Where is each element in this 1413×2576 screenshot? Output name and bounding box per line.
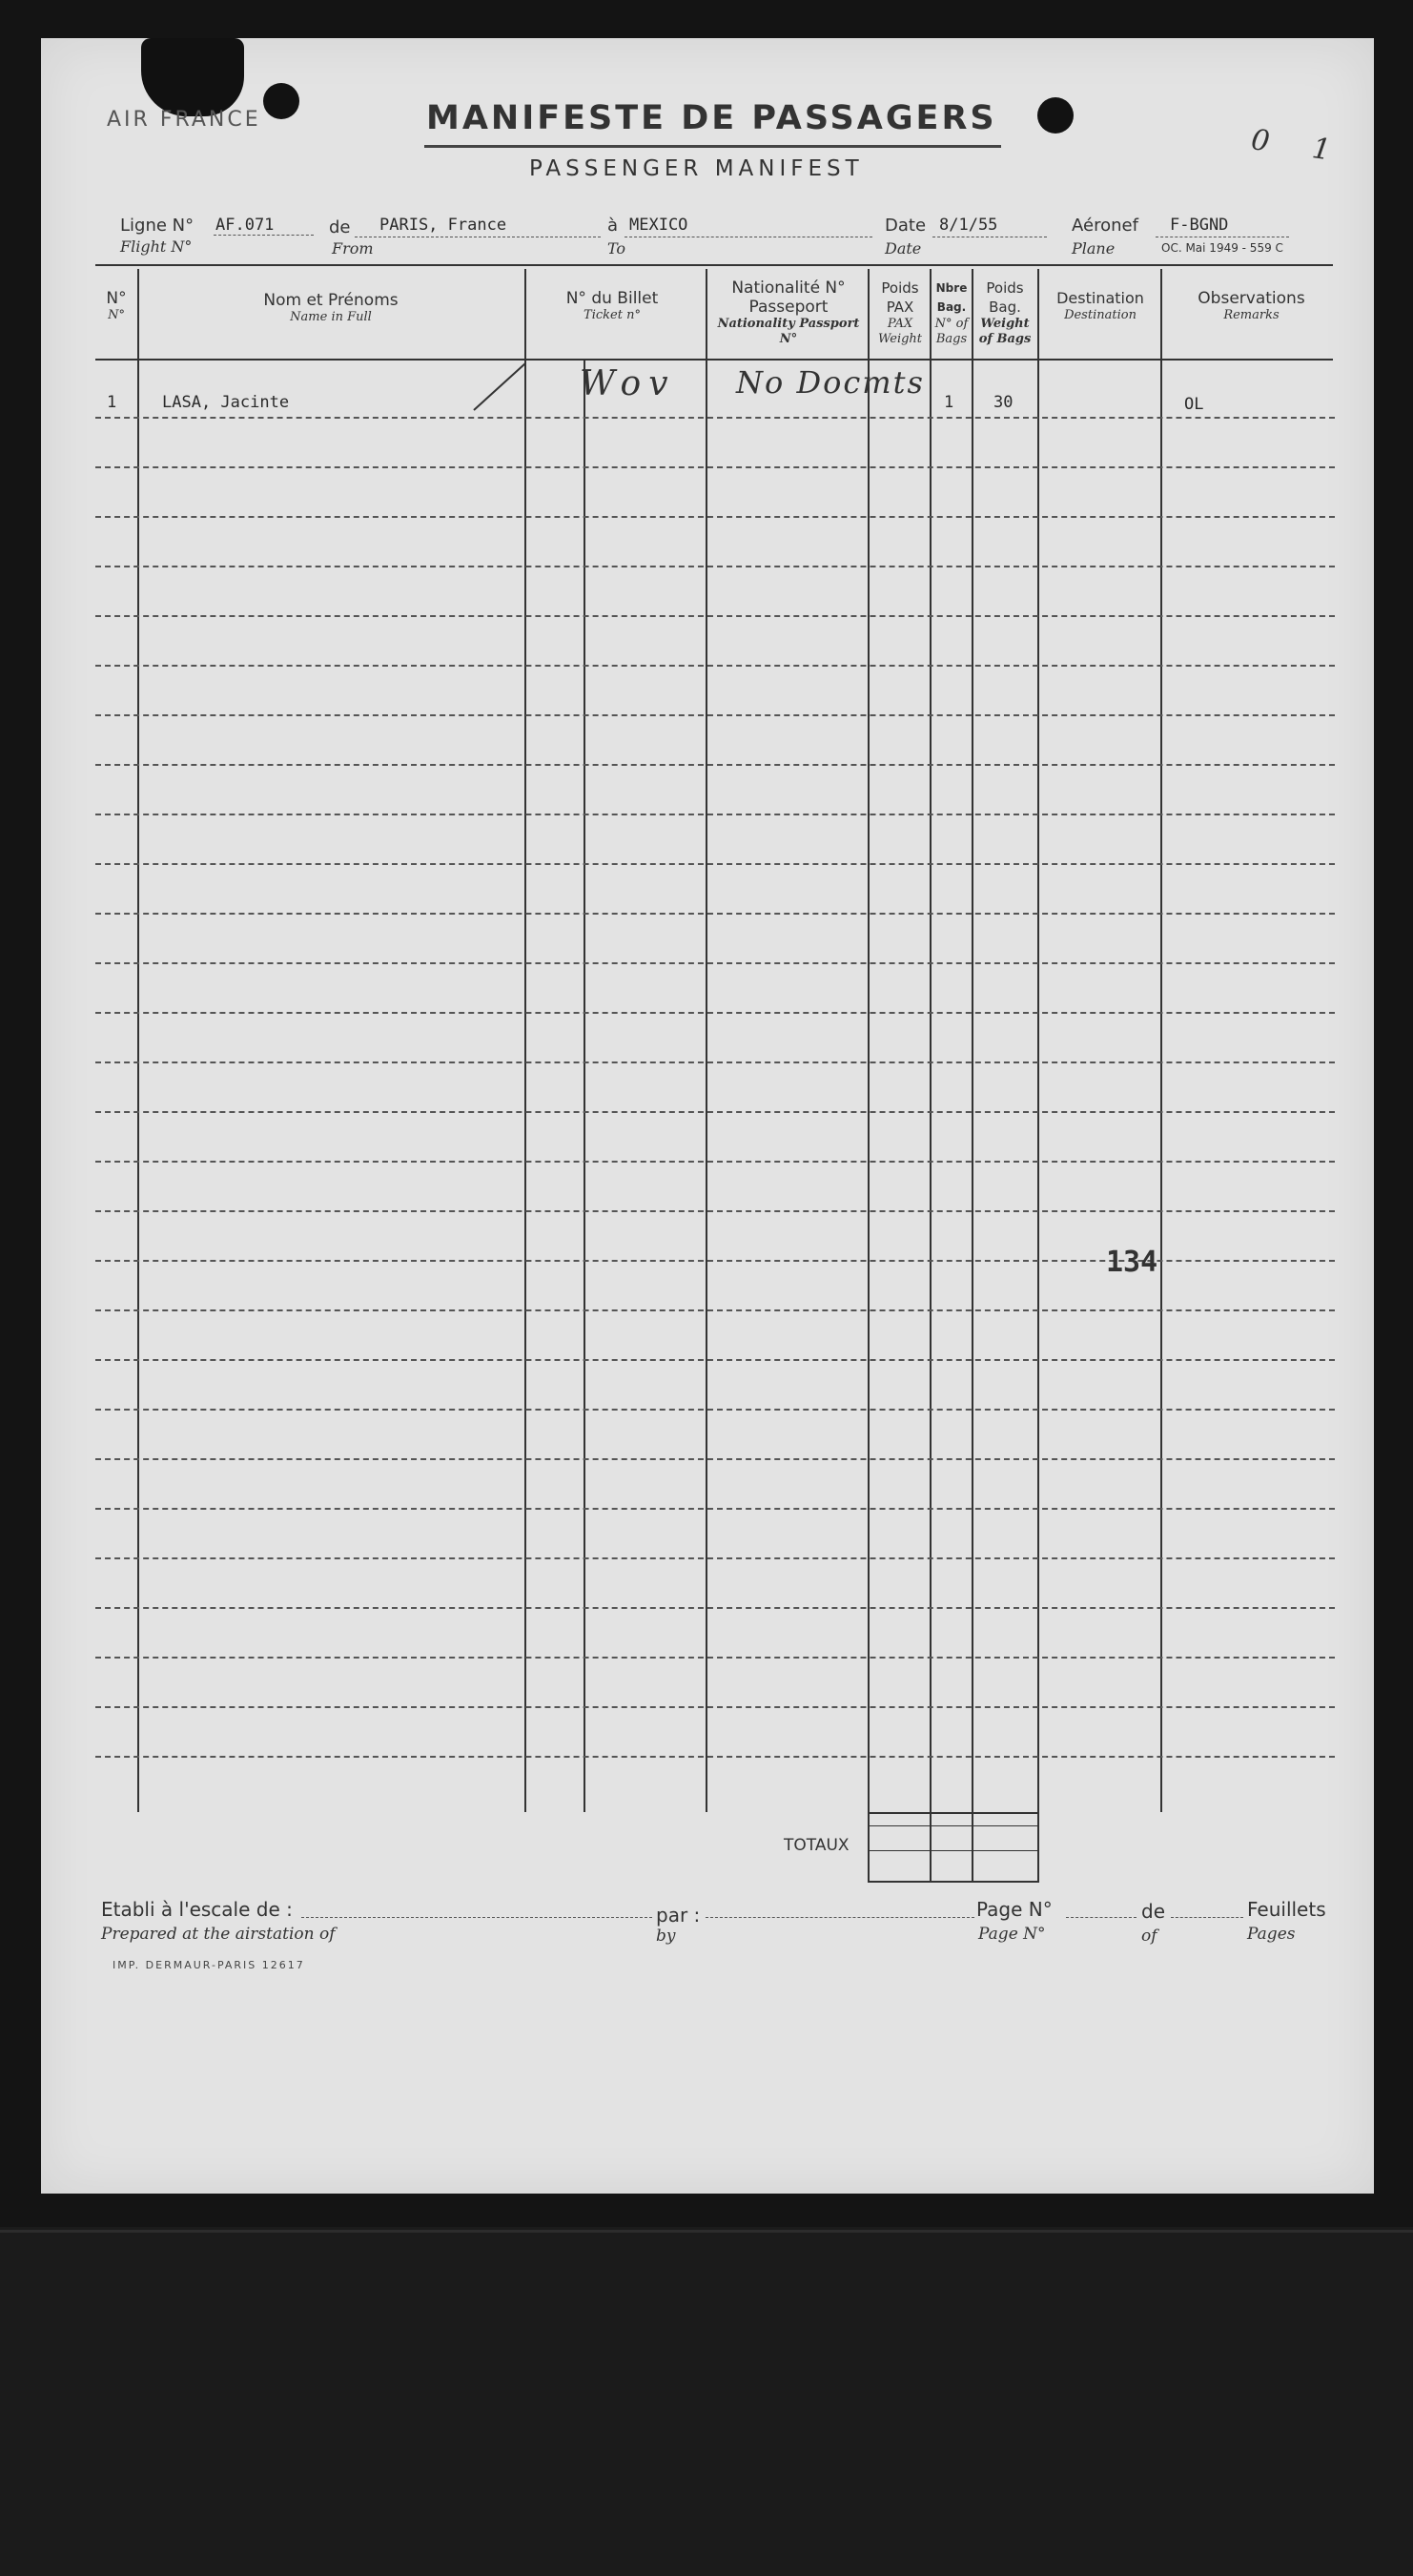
- col-divider: [706, 269, 707, 1812]
- table-row-line: [95, 466, 1335, 468]
- row-1-nationality: No Docmts: [736, 364, 925, 401]
- table-row-line: [95, 665, 1335, 667]
- col-head-number: N° N°: [106, 289, 127, 322]
- table-row-line: [95, 417, 1335, 419]
- page-subtitle: PASSENGER MANIFEST: [529, 156, 864, 181]
- col-divider: [584, 359, 585, 1812]
- row-1-name: LASA, Jacinte: [162, 393, 290, 412]
- table-row-line: [95, 1458, 1335, 1460]
- footer-page-line: [1066, 1917, 1137, 1919]
- row-1-ticket: Wov: [580, 364, 676, 403]
- row-1-bag-weight: 30: [993, 393, 1014, 412]
- table-row-line: [95, 1756, 1335, 1758]
- table-row-line: [95, 1607, 1335, 1609]
- from-value: PARIS, France: [379, 216, 507, 235]
- corner-handwriting: 0 1: [1249, 123, 1350, 170]
- printer-imprint: IMP. DERMAUR-PARIS 12617: [113, 1959, 305, 1971]
- col-head-name: Nom et Prénoms Name in Full: [263, 291, 399, 324]
- form-code: OC. Mai 1949 - 559 C: [1161, 241, 1283, 255]
- totals-rule: [868, 1825, 1039, 1826]
- table-row-line: [95, 962, 1335, 964]
- footer-established-label-en: Prepared at the airstation of: [101, 1925, 336, 1944]
- punch-hole-right: [1037, 97, 1074, 134]
- table-row-line: [95, 814, 1335, 815]
- footer-of-label-en: of: [1141, 1927, 1157, 1946]
- table-row-line: [95, 764, 1335, 766]
- table-row-line: [95, 714, 1335, 716]
- flight-underline: [214, 235, 314, 237]
- scan-background: [0, 2227, 1413, 2576]
- table-row-line: [95, 1557, 1335, 1559]
- handwritten-stroke: [472, 358, 529, 415]
- footer-of-label: de: [1141, 1900, 1165, 1923]
- plane-underline: [1156, 237, 1289, 238]
- flight-label: Ligne N°: [120, 216, 195, 236]
- footer-by-label: par :: [656, 1904, 701, 1927]
- title-underline: [424, 145, 1001, 148]
- footer-established-label: Etabli à l'escale de :: [101, 1898, 293, 1921]
- totals-rule: [868, 1850, 1039, 1851]
- table-row-line: [95, 863, 1335, 865]
- table-row-line: [95, 1508, 1335, 1510]
- table-row-line: [95, 615, 1335, 617]
- col-divider: [1160, 269, 1162, 1812]
- plane-value: F-BGND: [1170, 216, 1229, 235]
- plane-label-en: Plane: [1072, 239, 1116, 258]
- footer-page-label: Page N°: [976, 1898, 1053, 1921]
- col-head-ticket: N° du Billet Ticket n°: [565, 289, 659, 322]
- row-1-number: 1: [107, 393, 117, 412]
- col-divider: [524, 269, 526, 1812]
- col-head-nationality: Nationalité N° Passeport Nationality Passport N°: [717, 278, 860, 346]
- footer-sheets-label: Feuillets: [1247, 1898, 1326, 1921]
- row-1-remarks: OL: [1184, 395, 1204, 414]
- table-row-line: [95, 1309, 1335, 1311]
- table-row-line: [95, 516, 1335, 518]
- company-name: AIR FRANCE: [107, 108, 261, 132]
- col-head-destination: Destination Destination: [1056, 289, 1144, 322]
- col-head-bag-weight: Poids Bag. Weight of Bags: [978, 279, 1032, 346]
- table-row-line: [95, 566, 1335, 567]
- col-head-remarks: Observations Remarks: [1198, 289, 1305, 322]
- table-top-rule: [95, 264, 1333, 266]
- date-label-en: Date: [885, 239, 922, 258]
- footer-established-line: [301, 1917, 652, 1919]
- ink-blot: [141, 38, 244, 116]
- footer-by-line: [706, 1917, 974, 1919]
- table-row-line: [95, 1061, 1335, 1063]
- from-label-en: From: [332, 239, 374, 258]
- totals-label: TOTAUX: [784, 1836, 850, 1855]
- page-title: MANIFESTE DE PASSAGERS: [426, 99, 997, 137]
- from-label: de: [329, 217, 351, 237]
- col-divider: [868, 269, 870, 1883]
- table-row-line: [95, 1161, 1335, 1163]
- footer-by-label-en: by: [656, 1927, 676, 1946]
- row-1-bags: 1: [944, 393, 954, 412]
- col-divider: [137, 269, 139, 1812]
- to-value: MEXICO: [629, 216, 688, 235]
- date-value: 8/1/55: [939, 216, 998, 235]
- table-row-line: [95, 913, 1335, 915]
- table-row-line: [95, 1706, 1335, 1708]
- table-row-line: [95, 1210, 1335, 1212]
- table-row-line: [95, 1657, 1335, 1659]
- footer-page-label-en: Page N°: [978, 1925, 1046, 1944]
- col-divider: [1037, 269, 1039, 1883]
- from-underline: [355, 237, 601, 238]
- table-row-line: [95, 1359, 1335, 1361]
- totals-top-rule: [868, 1812, 1039, 1814]
- flight-label-en: Flight N°: [120, 237, 193, 256]
- flight-number: AF.071: [215, 216, 275, 235]
- col-divider: [930, 269, 932, 1883]
- punch-hole-left: [263, 83, 299, 119]
- footer-sheets-label-en: Pages: [1247, 1925, 1296, 1944]
- plane-label: Aéronef: [1072, 216, 1138, 236]
- to-label: à: [607, 216, 619, 236]
- date-label: Date: [885, 216, 927, 236]
- scan-edge: [0, 2230, 1413, 2233]
- to-underline: [625, 237, 872, 238]
- table-row-line: [95, 1012, 1335, 1014]
- date-underline: [932, 237, 1047, 238]
- totals-bottom-rule: [868, 1881, 1039, 1883]
- table-row-line: [95, 1409, 1335, 1411]
- col-head-bags: Nbre Bag. N° of Bags: [934, 281, 969, 346]
- table-row-line: [95, 1111, 1335, 1113]
- header-bottom-rule: [95, 359, 1333, 361]
- to-label-en: To: [607, 239, 626, 258]
- footer-of-line: [1171, 1917, 1243, 1919]
- page-number-annotation: 134: [1106, 1246, 1158, 1279]
- col-divider: [972, 269, 973, 1883]
- col-head-pax-weight: Poids PAX PAX Weight: [877, 279, 923, 346]
- manifest-page: [41, 38, 1374, 2194]
